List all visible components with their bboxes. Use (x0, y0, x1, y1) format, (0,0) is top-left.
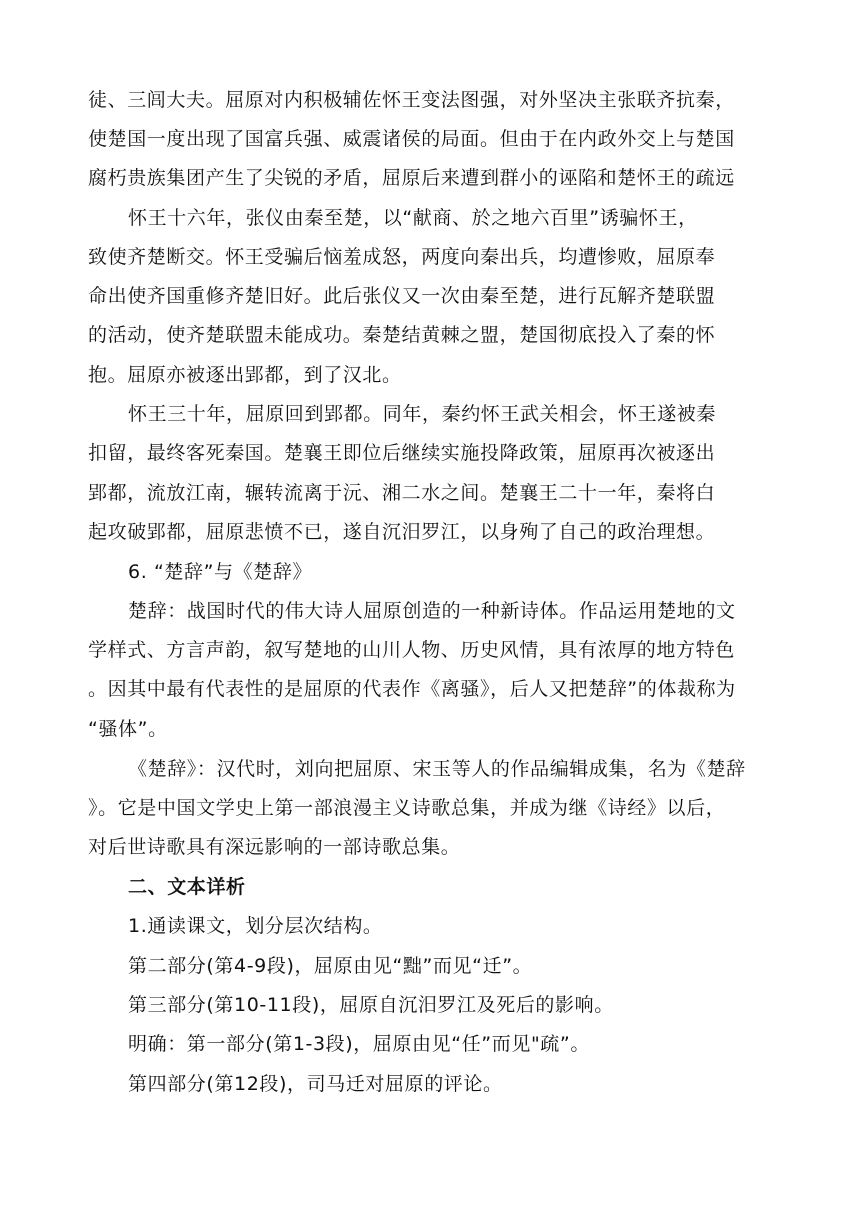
paragraph-start: 怀王十六年，张仪由秦至楚，以“献商、於之地六百里”诱骗怀王， (128, 207, 698, 229)
list-line: 1.通读课文，划分层次结构。 (128, 915, 383, 937)
text-line: 学样式、方言声韵，叙写楚地的山川人物、历史风情，具有浓厚的地方特色 (88, 639, 735, 661)
text-line: 致使齐楚断交。怀王受骗后恼羞成怒，两度向秦出兵，均遭惨败，屈原奉 (88, 246, 716, 268)
paragraph-start: 怀王三十年，屈原回到郢都。同年，秦约怀王武关相会，怀王遂被秦 (128, 403, 717, 425)
section-heading: 6. “楚辞”与《楚辞》 (128, 561, 313, 583)
paragraph-start: 楚辞：战国时代的伟大诗人屈原创造的一种新诗体。作品运用楚地的文 (128, 600, 736, 622)
text-line: 扣留，最终客死秦国。楚襄王即位后继续实施投降政策，屈原再次被逐出 (88, 442, 716, 464)
text-line: 对后世诗歌具有深远影响的一部诗歌总集。 (88, 836, 461, 858)
text-line: 。因其中最有代表性的是屈原的代表作《离骚》，后人又把楚辞”的体裁称为 (88, 678, 736, 700)
list-line: 第三部分(第10-11段)，屈原自沉汨罗江及死后的影响。 (128, 994, 614, 1016)
paragraph-start: 《楚辞》：汉代时，刘向把屈原、宋玉等人的作品编辑成集，名为《楚辞 (128, 758, 746, 780)
text-line: 抱。屈原亦被逐出郢都，到了汉北。 (88, 364, 402, 386)
list-line: 第二部分(第4-9段)，屈原由见“黜”而见“迁”。 (128, 955, 533, 977)
text-line: 郢都，流放江南，辗转流离于沅、湘二水之间。楚襄王二十一年，秦将白 (88, 482, 716, 504)
section-title: 二、文本详析 (128, 876, 246, 898)
list-line: 第四部分(第12段)，司马迁对屈原的评论。 (128, 1073, 503, 1095)
list-line: 明确：第一部分(第1-3段)，屈原由见“任”而见"疏”。 (128, 1033, 590, 1055)
text-line: 》。它是中国文学史上第一部浪漫主义诗歌总集，并成为继《诗经》以后， (88, 797, 726, 819)
text-line: 使楚国一度出现了国富兵强、威震诸侯的局面。但由于在内政外交上与楚国 (88, 128, 735, 150)
text-line: “骚体”。 (88, 718, 168, 740)
text-line: 命出使齐国重修齐楚旧好。此后张仪又一次由秦至楚，进行瓦解齐楚联盟 (88, 285, 716, 307)
text-line: 的活动，使齐楚联盟未能成功。秦楚结黄棘之盟，楚国彻底投入了秦的怀 (88, 324, 716, 346)
text-line: 起攻破郢都，屈原悲愤不已，遂自沉汨罗江，以身殉了自己的政治理想。 (88, 521, 716, 543)
text-line: 徒、三闾大夫。屈原对内积极辅佐怀王变法图强，对外坚决主张联齐抗秦， (88, 89, 735, 111)
text-line: 腐朽贵族集团产生了尖锐的矛盾，屈原后来遭到群小的诬陷和楚怀王的疏远 (88, 167, 735, 189)
